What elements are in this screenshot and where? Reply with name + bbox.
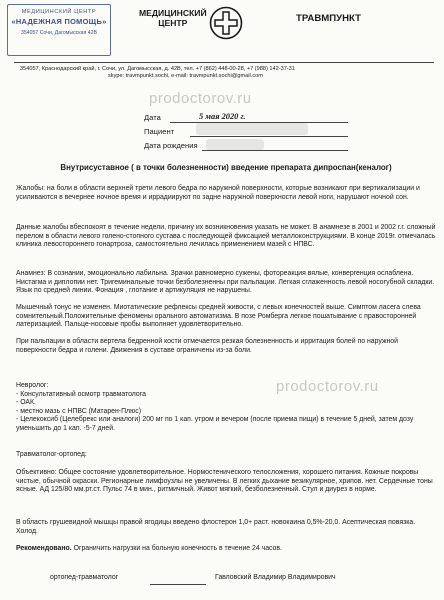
signature-role: ортопед-травматолог — [50, 574, 119, 581]
signature-name: Гавловский Владимир Владимирович — [215, 574, 336, 581]
watermark-bottom: prodoctorov.ru — [276, 378, 379, 395]
medical-cross-icon — [209, 6, 243, 40]
dob-redaction — [206, 139, 264, 150]
stamp-line-1: МЕДИЦИНСКИЙ ЦЕНТР — [21, 9, 97, 15]
recommendation-text: Ограничить нагрузки на больную конечность в течение 24 часов. — [71, 545, 282, 552]
clinic-stamp — [7, 4, 111, 56]
patient-name-redaction — [196, 123, 308, 135]
neuro-item: - Консультативный осмотр травматолога — [16, 390, 146, 398]
objective-paragraph: Объективно: Общее состояние удовлетворительное. Нормостенического телосложения, хорошего питания. Кожные покровы чистые, обычной окраски. Регионарные лимфоузлы не увеличены. В легких дыхание везикулярное, хрипов. нет. Сердечные тоны ясные. АД 125/80 мм.рт.ст. Пульс 74 в мин., ритмичный. Живот мягкий, безболезненный. Стул и диурез в норме. — [16, 469, 433, 493]
recommendation-label: Рекомендовано. — [16, 545, 72, 552]
complaints-paragraph: Жалобы: на боли в области верхней трети левого бедра по наружной поверхности, которые возникают при вертикализации и усиливаются в вечернее ночное время и иррадиируют по задне наружной поверхности левой ноги, нарушают ночной сон. — [16, 185, 420, 201]
header-divider — [14, 62, 434, 63]
document-title: Внутрисуставное ( в точки болезненности) введение препарата дипроспан(кеналог) — [60, 163, 392, 172]
address-line-2: skype: travmpunkt.sochi, e-mail: travmpunkt.sochi@gmail.com — [108, 73, 263, 80]
orthopedist-label: Травматолог-ортопед: — [16, 451, 87, 458]
exam-paragraph-1: Анамнез: В сознании, эмоционально лабильна. Зрачки равномерно сужены, фотореакция вялые, конвергенция ослаблена. Нистагма и диплопии нет. Тригеминальные точки безболезненны при пальпации. Легкая сглаженность левой носогубной складки. Язык по средней линии. Фонация , глотание и артикуляция не нарушены. — [16, 270, 435, 294]
brand-line-2: ЦЕНТР — [158, 18, 188, 28]
dob-underline — [202, 150, 348, 151]
exam-paragraph-3: При пальпации в области вертела бедренной кости отмечается резкая болезненность и ирритация болей по наружной поверхности бедра и голени. Движения в суставе ограничены из-за боли. — [16, 338, 398, 354]
watermark-top: prodoctorov.ru — [149, 90, 252, 107]
recommendation — [16, 545, 436, 554]
address-line-1: 354057, Краснодарский край, г. Сочи, ул. Дагомысская, д. 42В, тел. +7 (862) 448-00-28, +7 (988) 142-37-31 — [20, 66, 295, 72]
neuro-item: - местно мазь с НПВС (Матарен-Плюс) — [16, 407, 141, 415]
stamp-line-3: 354057 Сочи, Дагомысская 42В — [20, 30, 98, 36]
stamp-line-2: «НАДЕЖНАЯ ПОМОЩЬ» — [11, 17, 107, 26]
neuro-item: - Целекоксиб (Целебрекс или аналоги) 200 мг по 1 кап. утром и вечером (после приема пищи) в течение 5 дней, затем дозу уменьшить до 1 кап. -5-7 дней. — [16, 416, 414, 432]
brand-line-1: МЕДИЦИНСКИЙ — [139, 8, 207, 18]
date-label: Дата — [144, 113, 161, 122]
clinic-brand — [139, 8, 207, 28]
signature-line — [150, 584, 206, 585]
exam-paragraph-2: Мышечный тонус не изменен. Миотатические рефлексы средней живости, с левых конечностей выше. Симптом ласега слева сомнительный.Положительные феномены орального автоматизма. В позе Ромберга легкое пошатывание с правосторонней латеризацией. Пальце-носовые пробы выполняет удовлетворительно. — [16, 304, 421, 328]
dob-label: Дата рождения — [144, 141, 198, 150]
patient-underline — [190, 136, 348, 137]
neuro-item: - ОАК. — [16, 399, 36, 406]
clinic-address — [20, 66, 440, 81]
procedure-paragraph: В область грушевидной мышцы правой ягодицы введено флостерон 1,0+ раст. новокаина 0,5%-20,0. Асептическая повязка. Холод. — [16, 519, 416, 535]
history-paragraph: Данные жалобы вбеспокоят в течение недели, причину их возникновения указать не может. В анамнезе в 2001 и 2002 г.г. сложный перелом в области левого голено-стопного сустава с последующей фиксацией металлоконструкциями. В конце 2019г. отмечалась клиника левостороннего гонартроза, самостоятельно лечилась применением мазей с НПВС. — [16, 224, 436, 248]
patient-label: Пациент — [144, 127, 175, 136]
date-value: 5 мая 2020 г. — [199, 112, 246, 121]
department-title: ТРАВМПУНКТ — [296, 13, 362, 24]
neurologist-label: Невролог: — [16, 382, 49, 389]
